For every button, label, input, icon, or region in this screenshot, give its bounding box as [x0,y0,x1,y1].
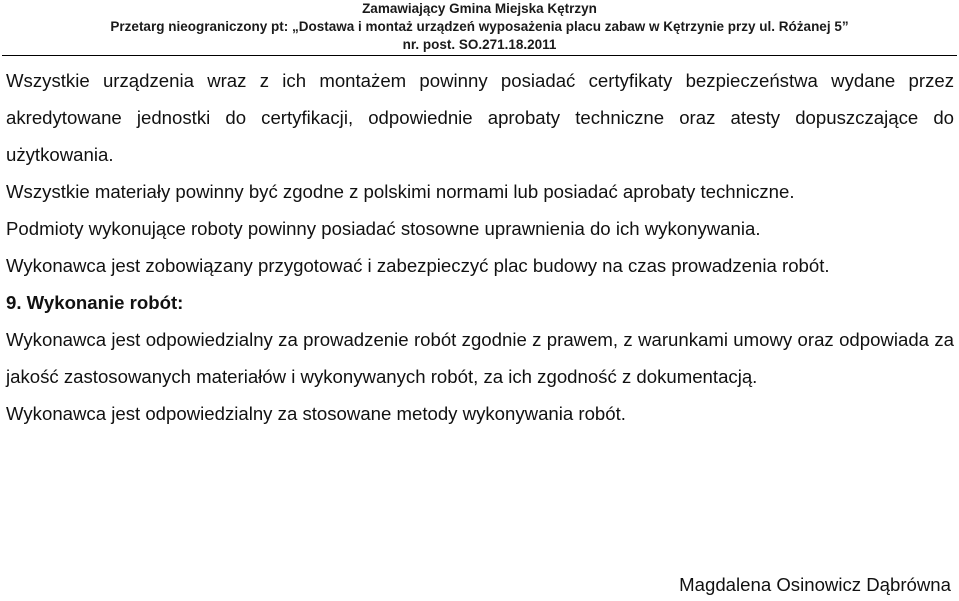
paragraph-certificates: Wszystkie urządzenia wraz z ich montażem powinny posiadać certyfikaty bezpieczeństwa wydane przez akredytowane jednostki do certyfikacji, odpowiednie aprobaty techniczne oraz atesty dopuszczające do użytkowania. [6,70,954,165]
header-divider [2,55,957,56]
document-body [6,62,954,432]
document-header [0,0,959,54]
header-tender-title: Przetarg nieograniczony pt: „Dostawa i montaż urządzeń wyposażenia placu zabaw w Kętrzynie przy ul. Różanej 5” [110,19,849,34]
header-contracting-authority: Zamawiający Gmina Miejska Kętrzyn [362,1,597,16]
paragraph-materials: Wszystkie materiały powinny być zgodne z polskimi normami lub posiadać aprobaty techniczne. [6,181,795,202]
paragraph-site-preparation: Wykonawca jest zobowiązany przygotować i zabezpieczyć plac budowy na czas prowadzenia robót. [6,255,830,276]
paragraph-qualifications: Podmioty wykonujące roboty powinny posiadać stosowne uprawnienia do ich wykonywania. [6,218,761,239]
header-reference-number: nr. post. SO.271.18.2011 [402,37,557,52]
paragraph-work-methods: Wykonawca jest odpowiedzialny za stosowane metody wykonywania robót. [6,403,626,424]
section-heading: 9. Wykonanie robót: [6,292,184,313]
signature: Magdalena Osinowicz Dąbrówna [679,574,951,595]
paragraph-contractor-responsibility: Wykonawca jest odpowiedzialny za prowadzenie robót zgodnie z prawem, z warunkami umowy oraz odpowiada za jakość zastosowanych materiałów i wykonywanych robót, za ich zgodność z dokumentacją. [6,329,954,387]
